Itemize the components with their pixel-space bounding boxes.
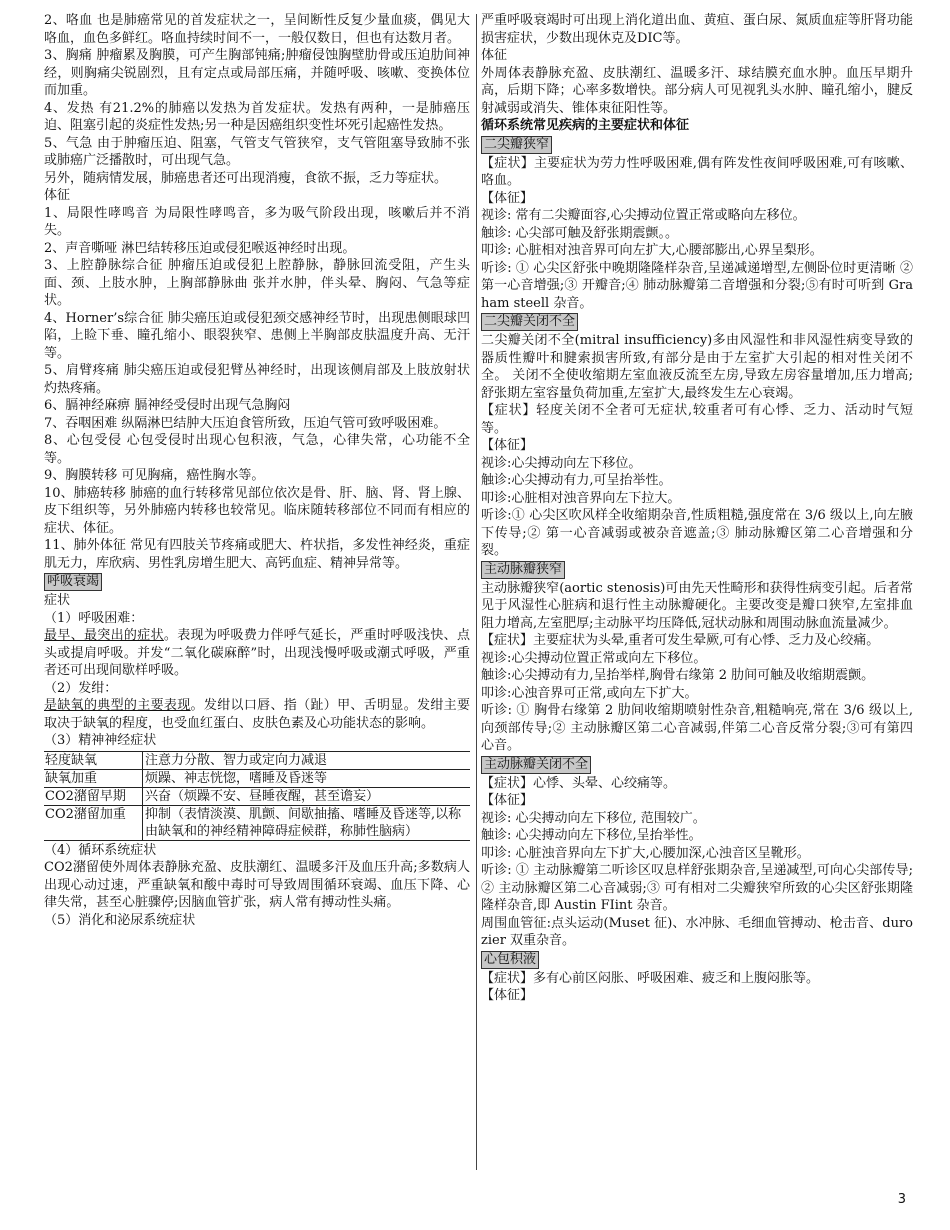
paragraph: 【体征】 [481, 988, 534, 1003]
paragraph: 10、肺癌转移 肺癌的血行转移常见部位依次是骨、肝、脑、肾、肾上腺、皮下组织等，另外肺癌内转移也较常见。临床随转移部位不同而有相应的症状、体征。 [44, 485, 470, 536]
underlined-text: 最早、最突出的症状 [44, 628, 164, 643]
section-heading-aortic-stenosis: 主动脉瓣狭窄 [481, 561, 565, 579]
underlined-text: 是缺氧的典型的主要表现 [44, 698, 191, 713]
table-row [44, 769, 470, 787]
paragraph: 听诊: ① 主动脉瓣第二听诊区叹息样舒张期杂音,呈递减型,可向心尖部传导;② 主动脉瓣区第二心音减弱;③ 可有相对二尖瓣狭窄所致的心尖区舒张期隆隆样杂音,即 Austin FIint 杂音。 [481, 863, 913, 913]
paragraph: （1）呼吸困难： [44, 610, 144, 626]
paragraph: （5）消化和泌尿系统症状 [44, 912, 196, 928]
section-heading-mitral-stenosis: 二尖瓣狭窄 [481, 136, 552, 154]
paragraph: 6、膈神经麻痹 膈神经受侵时出现气急胸闷 [44, 398, 291, 413]
table-cell: 注意力分散、智力或定向力减退 [143, 751, 471, 769]
text: 。表现为呼吸费力伴呼气延长，严重时呼吸浅快、点头或提肩呼吸。并发“二氧化碳麻醉”时，出现浅慢呼吸或潮式呼吸，严重者还可出现间歇样呼吸。 [44, 628, 470, 678]
paragraph: 触诊: 心尖部可触及舒张期震颤。。 [481, 225, 679, 241]
paragraph: 叩诊: 心脏相对浊音界可向左扩大,心腰部膨出,心界呈梨形。 [481, 243, 823, 258]
paragraph: 叩诊:心浊音界可正常,或向左下扩大。 [481, 685, 698, 701]
paragraph: 7、吞咽困难 纵隔淋巴结肿大压迫食管所致，压迫气管可致呼吸困难。 [44, 415, 447, 431]
paragraph: 视诊: 心尖搏动向左下移位, 范围较广。 [481, 810, 706, 826]
paragraph: 4、发热 有21.2%的肺癌以发热为首发症状。发热有两种，一是肺癌压迫、阻塞引起的炎症性发热;另一种是因癌组织变性坏死引起癌性发热。 [44, 100, 470, 133]
text: 。发绀以口唇、指（趾）甲、舌明显。发绀主要取决于缺氧的程度，也受血红蛋白、皮肤色素及心功能状态的影响。 [44, 698, 470, 731]
paragraph: 9、胸膜转移 可见胸痛，癌性胸水等。 [44, 468, 265, 483]
paragraph [44, 627, 470, 680]
paragraph: 视诊: 常有二尖瓣面容,心尖搏动位置正常或略向左移位。 [481, 208, 806, 223]
paragraph: 1、局限性哮鸣音 为局限性哮鸣音，多为吸气阶段出现，咳嗽后并不消失。 [44, 205, 470, 238]
section-heading-mitral-insufficiency: 二尖瓣关闭不全 [481, 313, 578, 331]
left-column [44, 12, 470, 1190]
paragraph: （4）循环系统症状 [44, 842, 157, 858]
table-cell: CO2潴留加重 [44, 805, 143, 840]
table-row [44, 751, 470, 769]
table-row [44, 787, 470, 805]
table-cell: 兴奋（烦躁不安、昼睡夜醒，甚至谵妄） [143, 787, 471, 805]
subheading: 症状 [44, 593, 71, 608]
table-row [44, 805, 470, 840]
table-cell: 缺氧加重 [44, 769, 143, 787]
paragraph: 听诊: ① 心尖区舒张中晚期隆隆样杂音,呈递减递增型,左侧卧位时更清晰 ②第一心音增强;③ 开瓣音;④ 肺动脉瓣第二音增强和分裂;⑤有时可听到 Graham steell 杂音。 [481, 260, 913, 311]
paragraph: 11、肺外体征 常见有四肢关节疼痛或肥大、杵状指，多发性神经炎，重症肌无力，库欣病、男性乳房增生肥大、高钙血症、精神异常等。 [44, 538, 470, 571]
paragraph: 叩诊: 心脏浊音界向左下扩大,心腰加深,心浊音区呈靴形。 [481, 845, 810, 861]
paragraph: 5、气急 由于肿瘤压迫、阻塞，气管支气管狭窄，支气管阻塞导致肺不张或肺癌广泛播散时，可出现气急。 [44, 135, 470, 168]
table-cell: 轻度缺氧 [44, 751, 143, 769]
paragraph: 严重呼吸衰竭时可出现上消化道出血、黄疸、蛋白尿、氮质血症等肝肾功能损害症状，少数出现休克及DIC等。 [481, 13, 913, 46]
paragraph: 【症状】心悸、头晕、心绞痛等。 [481, 775, 677, 791]
subheading: 体征 [44, 188, 71, 203]
paragraph: 主动脉瓣狭窄(aortic stenosis)可由先天性畸形和获得性病变引起。后者常见于风湿性心脏病和退行性主动脉瓣硬化。主要改变是瓣口狭窄,左室排血阻力增高,左室肥厚;主动脉平均压降低,冠状动脉和周围动脉血流量减少。 [481, 580, 913, 631]
column-divider [476, 14, 477, 1170]
paragraph: 【体征】 [481, 438, 534, 453]
paragraph: 【症状】轻度关闭不全者可无症状,较重者可有心悸、乏力、活动时气短等。 [481, 403, 913, 436]
paragraph: 4、Horner’s综合征 肺尖癌压迫或侵犯颈交感神经节时，出现患侧眼球凹陷，上睑下垂、瞳孔缩小、眼裂狭窄、患侧上半胸部皮肤温度升高、无汗等。 [44, 310, 470, 361]
paragraph: 2、声音嘶哑 淋巴结转移压迫或侵犯喉返神经时出现。 [44, 240, 356, 256]
paragraph: 叩诊:心脏相对浊音界向左下拉大。 [481, 490, 681, 506]
paragraph: 5、肩臂疼痛 肺尖癌压迫或侵犯臂丛神经时，出现该侧肩部及上肢放射状灼热疼痛。 [44, 363, 470, 396]
table-cell: 烦躁、神志恍惚，嗜睡及昏迷等 [143, 769, 471, 787]
paragraph: 外周体表静脉充盈、皮肤潮红、温暖多汗、球结膜充血水肿。血压早期升高，后期下降；心率多数增快。部分病人可见视乳头水肿、瞳孔缩小，腱反射减弱或消失、锥体束征阳性等。 [481, 65, 913, 116]
paragraph: 3、上腔静脉综合征 肿瘤压迫或侵犯上腔静脉，静脉回流受阻，产生头面、颈、上肢水肿，上胸部静脉曲 张并水肿，伴头晕、胸闷、气急等症状。 [44, 258, 470, 308]
paragraph: 8、心包受侵 心包受侵时出现心包积液，气急，心律失常，心功能不全等。 [44, 433, 470, 466]
paragraph: 触诊:心尖搏动有力,可呈抬举性。 [481, 473, 672, 488]
paragraph: 听诊: ① 胸骨右缘第 2 肋间收缩期喷射性杂音,粗糙响亮,常在 3/6 级以上,向颈部传导;② 主动脉瓣区第二心音减弱,伴第二心音反常分裂;③可有第四心音。 [481, 703, 913, 753]
paragraph: 【体征】 [481, 190, 534, 206]
paragraph: CO2潴留使外周体表静脉充盈、皮肤潮红、温暖多汗及血压升高;多数病人出现心动过速，严重缺氧和酸中毒时可导致周围循环衰竭、血压下降、心律失常，甚至心脏骤停;因脑血管扩张，病人常有搏动性头痛。 [44, 860, 470, 910]
page-number: 3 [897, 1191, 906, 1207]
paragraph: 二尖瓣关闭不全(mitral insufficiency)多由风湿性和非风湿性病变导致的器质性瓣叶和腱索损害所致,有部分是由于左室扩大引起的相对性关闭不全。 关闭不全使收缩期左室血液反流至左房,导致左房容量增加,压力增高;舒张期左室容量负荷加重,左室扩大,最终发生左心衰竭。 [481, 333, 913, 401]
paragraph: 【症状】主要症状为头晕,重者可发生晕厥,可有心悸、乏力及心绞痛。 [481, 633, 880, 648]
paragraph: （3）精神神经症状 [44, 733, 157, 748]
section-heading-aortic-insufficiency: 主动脉瓣关闭不全 [481, 756, 591, 774]
paragraph: 周围血管征:点头运动(Muset 征)、水冲脉、毛细血管搏动、枪击音、durozier 双重杂音。 [481, 915, 913, 948]
paragraph: 2、咯血 也是肺癌常见的首发症状之一，呈间断性反复少量血痰，偶见大咯血，血色多鲜红。咯血持续时间不一，一般仅数日，但也有达数月者。 [44, 13, 470, 46]
table-cell: 抑制（表情淡漠、肌颤、间歇抽搐、嗜睡及昏迷等,以称由缺氧和的神经精神障碍症候群，称肺性脑病） [143, 805, 471, 840]
paragraph: 另外，随病情发展，肺癌患者还可出现消瘦，食欲不振，乏力等症状。 [44, 170, 448, 186]
right-column [481, 12, 913, 1190]
paragraph: 视诊:心尖搏动位置正常或向左下移位。 [481, 650, 707, 666]
paragraph [44, 697, 470, 732]
section-heading-respiratory-failure: 呼吸衰竭 [44, 573, 102, 591]
paragraph: 触诊: 心尖搏动向左下移位,呈抬举性。 [481, 828, 702, 843]
subheading: 体征 [481, 48, 508, 63]
paragraph: 触诊:心尖搏动有力,呈抬举样,胸骨右缘第 2 肋间可触及收缩期震颤。 [481, 668, 875, 683]
paragraph: 视诊:心尖搏动向左下移位。 [481, 455, 642, 471]
section-title: 循环系统常见疾病的主要症状和体征 [481, 118, 690, 133]
paragraph: （2）发绀： [44, 680, 118, 696]
neuro-symptoms-table [44, 751, 470, 841]
paragraph: 【症状】多有心前区闷胀、呼吸困难、疲乏和上腹闷胀等。 [481, 970, 820, 986]
section-heading-pericardial-effusion: 心包积液 [481, 951, 539, 969]
paragraph: 【体征】 [481, 793, 534, 808]
paragraph: 【症状】主要症状为劳力性呼吸困难,偶有阵发性夜间呼吸困难,可有咳嗽、咯血。 [481, 155, 913, 188]
paragraph: 听诊:① 心尖区吹风样全收缩期杂音,性质粗糙,强度常在 3/6 级以上,向左腋下传导;② 第一心音减弱或被杂音遮盖;③ 肺动脉瓣区第二心音增强和分裂。 [481, 508, 913, 558]
table-cell: CO2潴留早期 [44, 787, 143, 805]
paragraph: 3、胸痛 肿瘤累及胸膜，可产生胸部钝痛;肿瘤侵蚀胸壁肋骨或压迫肋间神经，则胸痛尖锐剧烈，且有定点或局部压痛，并随呼吸、咳嗽、变换体位而加重。 [44, 48, 470, 98]
